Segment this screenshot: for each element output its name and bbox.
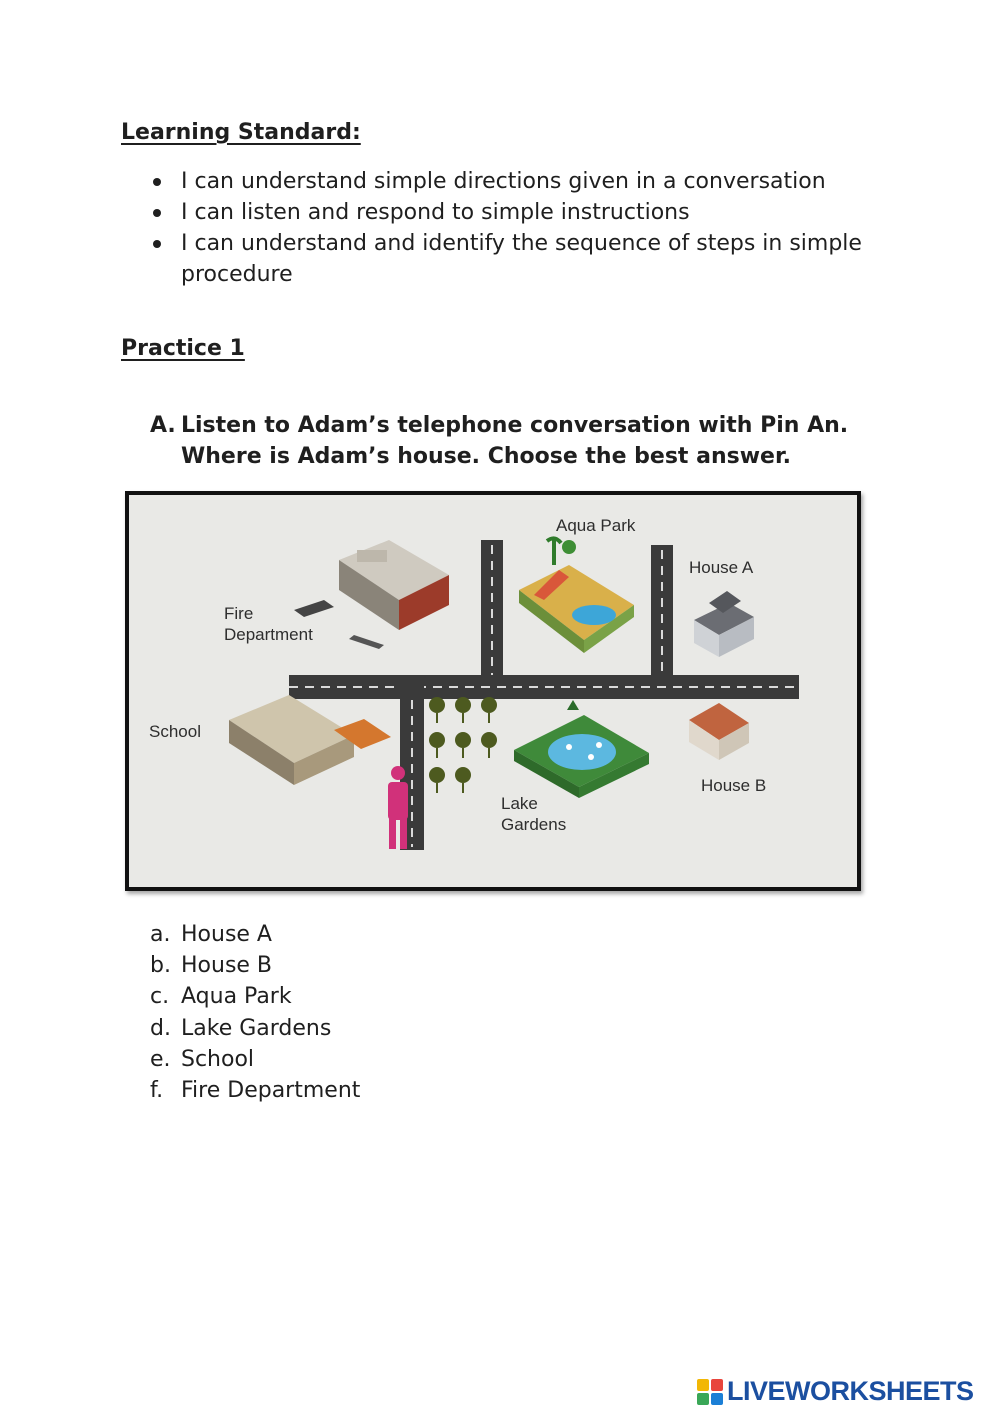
option-text: School: [181, 1046, 255, 1072]
option-text: House B: [181, 953, 273, 979]
learning-standard-heading: Learning Standard:: [121, 120, 361, 145]
standard-item: [150, 166, 910, 197]
option-letter: f.: [150, 1078, 164, 1104]
label-house-a: House A: [689, 558, 754, 577]
standard-item-text: I can understand and identify the sequence of steps in simple procedure: [181, 231, 862, 287]
question-number: A.: [150, 413, 176, 438]
option-text: House A: [181, 922, 272, 947]
school-building: [229, 695, 391, 785]
answer-options: [150, 919, 360, 1106]
label-aqua-park: Aqua Park: [556, 516, 636, 535]
standard-item-text: I can understand simple directions given in a conversation: [181, 169, 826, 194]
house-a-building: [694, 591, 754, 657]
bullet-icon: [153, 178, 161, 186]
option-e[interactable]: [150, 1044, 360, 1075]
liveworksheets-logo-icon: [697, 1379, 723, 1405]
option-letter: b.: [150, 953, 171, 979]
house-b-building: [689, 703, 749, 760]
map-illustration: [129, 495, 857, 887]
trees: [429, 697, 497, 793]
question-a: [150, 410, 910, 472]
bullet-icon: [153, 209, 161, 217]
liveworksheets-logo: [697, 1376, 974, 1407]
option-text: Lake Gardens: [181, 1015, 332, 1041]
lake-gardens-park: [514, 700, 649, 798]
label-lake-gardens: Lake Gardens: [501, 794, 567, 834]
fire-department-building: [294, 540, 449, 649]
label-fire-department: Fire Department: [224, 604, 313, 644]
option-letter: c.: [150, 984, 170, 1010]
question-text: Listen to Adam’s telephone conversation with Pin An. Where is Adam’s house. Choose the best answer.: [181, 413, 849, 469]
option-letter: e.: [150, 1046, 171, 1072]
bullet-icon: [153, 240, 161, 248]
option-a[interactable]: [150, 919, 360, 950]
town-map: [125, 491, 861, 891]
option-d[interactable]: [150, 1013, 360, 1044]
option-f[interactable]: [150, 1075, 360, 1106]
option-b[interactable]: [150, 950, 360, 981]
label-school: School: [149, 722, 201, 741]
practice-heading: Practice 1: [121, 336, 245, 361]
liveworksheets-logo-text: LIVEWORKSHEETS: [727, 1376, 974, 1406]
label-house-b: House B: [701, 776, 767, 795]
option-text: Fire Department: [181, 1078, 361, 1104]
standard-item-text: I can listen and respond to simple instructions: [181, 200, 690, 225]
option-letter: d.: [150, 1015, 171, 1041]
learning-standard-list: [150, 166, 910, 290]
aqua-park-island: [519, 538, 634, 653]
option-text: Aqua Park: [181, 984, 292, 1010]
option-c[interactable]: [150, 981, 360, 1012]
standard-item: [150, 228, 910, 290]
option-letter: a.: [150, 922, 171, 947]
standard-item: [150, 197, 910, 228]
